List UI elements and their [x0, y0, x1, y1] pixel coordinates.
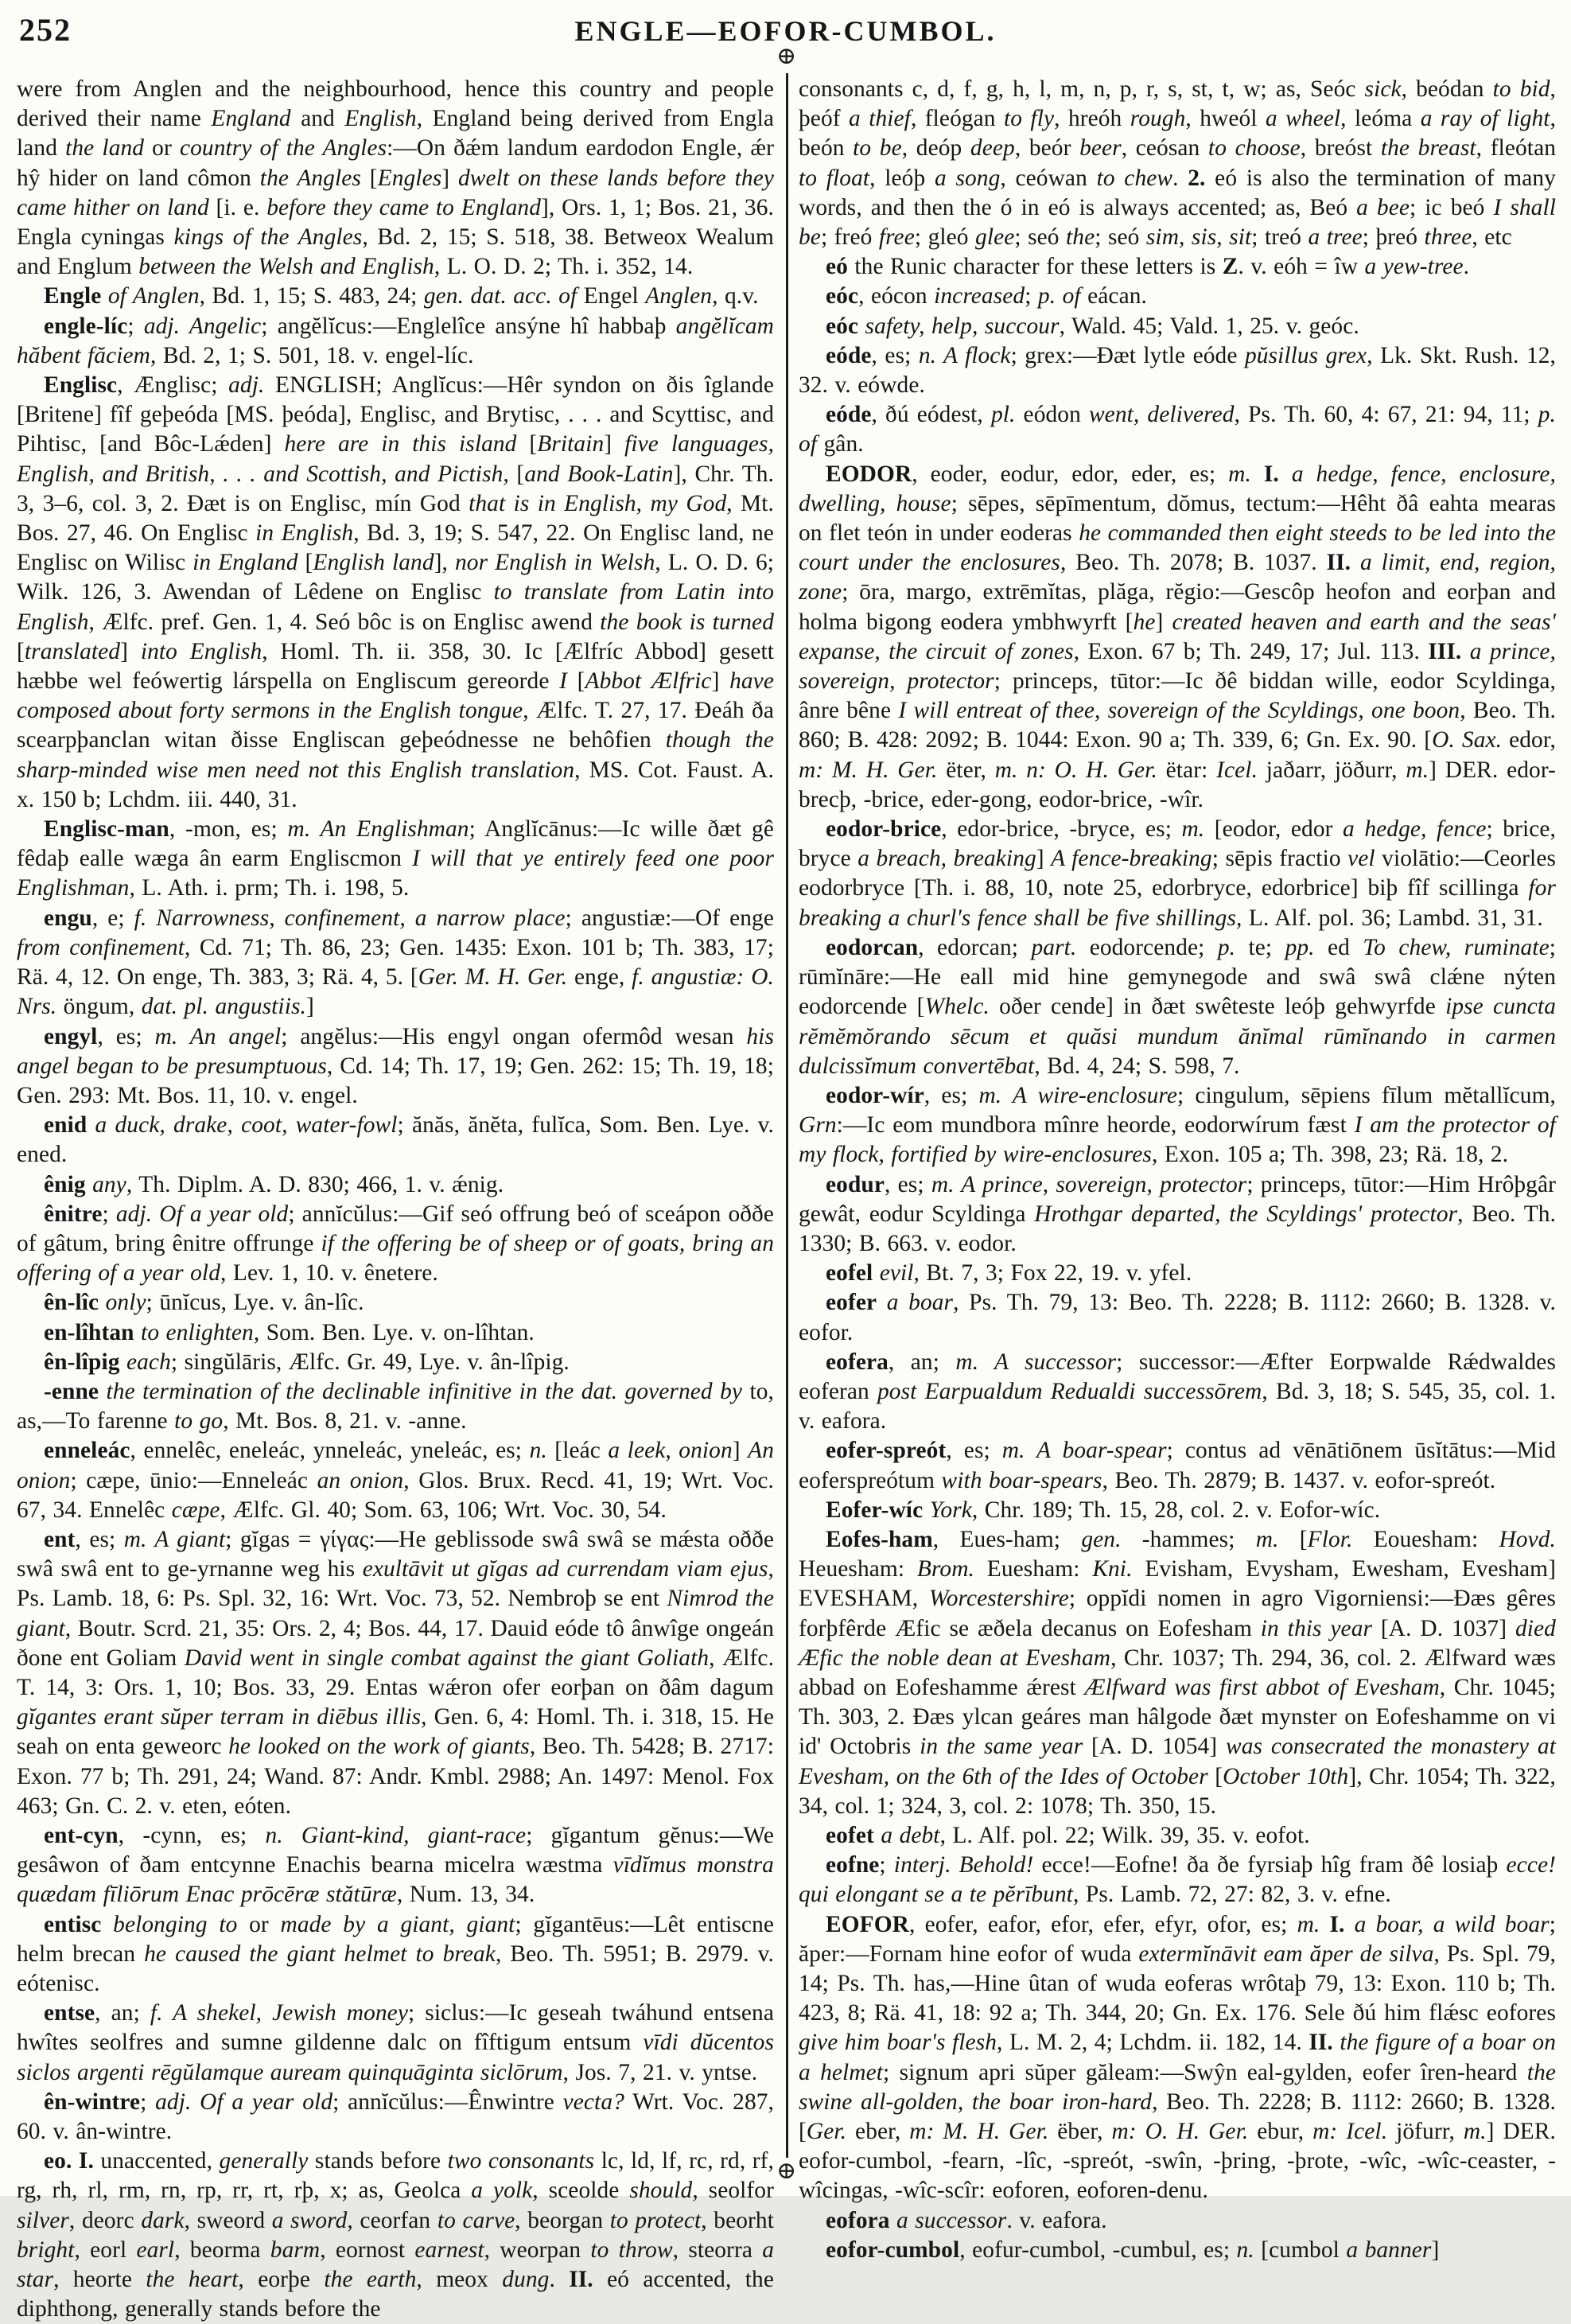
dict-entry: eóde, ðú eódest, pl. eódon went, delivered, Ps. Th. 60, 4: 67, 21: 94, 11; p. of gân. [799, 402, 1556, 457]
dict-entry: eofora a successor. v. eafora. [826, 2207, 1107, 2233]
dict-entry: EOFOR, eofer, eafor, efor, efer, efyr, ofor, es; m. I. a boar, a wild boar; ăper:—Fornam hine eofor of wuda extermĭnāvit eam ăper de silva, Ps. Spl. 79, 14; Ps. Th. has,—Hine ûtan of wuda eoferas wrôtaþ 79, 13: Exon. 110 b; Th. 423, 8; Rä. 41, 18: 92 a; Th. 344, 20; Gn. Ex. 176. Sele ðú him flǽsc eofores give him boar's flesh, L. M. 2, 4; Lchdm. ii. 182, 14. II. the figure of a boar on a helmet; signum apri sŭper găleam:—Swŷn eal-gylden, eofer îren-heard the swine all-golden, the boar iron-hard, Beo. Th. 2228; B. 1112: 2660; B. 1328. [Ger. eber, m: M. H. Ger. ëber, m: O. H. Ger. ebur, m: Icel. jöfurr, m.] DER. eofor-cumbol, -fearn, -lîc, -spreót, -swîn, -þring, -þrote, -wîc, -wîc-ceaster, -wîcingas, -wîc-scîr: eoforen, eoforen-denu. [799, 1911, 1557, 2204]
dict-entry: engyl, es; m. An angel; angĕlus:—His engyl ongan ofermôd wesan his angel began to be presumptuous, Cd. 14; Th. 17, 19; Gen. 262: 15; Th. 19, 18; Gen. 293: Mt. Bos. 11, 10. v. engel. [17, 1023, 774, 1108]
printer-ornament-icon: ⊕ [776, 2158, 797, 2184]
dict-entry: ent-cyn, -cynn, es; n. Giant-kind, giant-race; gĭgantum gĕnus:—We gesâwon of ðam entcynne Enachis bearna micelra wæstma vīdĭmus monstra quædam fīliōrum Enac prōcēræ stătūræ, Num. 13, 34. [17, 1822, 775, 1908]
dict-entry: eodur, es; m. A prince, sovereign, protector; princeps, tūtor:—Him Hrôþgâr gewât, eodur Scyldinga Hrothgar departed, the Scyldings' protector, Beo. Th. 1330; B. 663. v. eodor. [799, 1171, 1557, 1256]
dict-entry: Eofes-ham, Eues-ham; gen. -hammes; m. [Flor. Eouesham: Hovd. Heuesham: Brom. Euesham: Kni. Evisham, Evysham, Ewesham, Evesham] EVESHAM, Worcestershire; oppĭdi nomen in agro Vigorniensi:—Ðæs gêres forþfêrde Æfic se æðela decanus on Eofesham in this year [A. D. 1037] died Æfic the noble dean at Evesham, Chr. 1037; Th. 294, 36, col. 2. Ælfward wæs abbad on Eofeshamme ǽrest Ælfward was first abbot of Evesham, Chr. 1045; Th. 303, 2. Ðæs ylcan geáres man hâlgode ðæt mynster on Eofeshamme on vi id' Octobris in the same year [A. D. 1054] was consecrated the monastery at Evesham, on the 6th of the Ides of October [October 10th], Chr. 1054; Th. 322, 34, col. 1; 324, 3, col. 2: 1078; Th. 350, 15. [799, 1526, 1557, 1819]
dict-entry: eóc safety, help, succour, Wald. 45; Vald. 1, 25. v. geóc. [826, 313, 1359, 339]
dict-entry: were from Anglen and the neighbourhood, hence this country and people derived their name England and English, England being derived from Engla land the land or country of the Angles:—On ðǽm landum eardodon Engle, ǽr hŷ hider on land cômon the Angles [Engles] dwelt on these lands before they came hither on land [i. e. before they came to England], Ors. 1, 1; Bos. 21, 36. Engla cyningas kings of the Angles, Bd. 2, 15; S. 518, 38. Betweox Wealum and Englum between the Welsh and English, L. O. D. 2; Th. i. 352, 14. [17, 76, 775, 280]
dict-entry: EODOR, eoder, eodur, edor, eder, es; m. I. a hedge, fence, enclosure, dwelling, house; sēpes, sēpīmentum, dŏmus, tectum:—Hêht ðâ eahta mearas on flet teón in under eoderas he commanded then eight steeds to be led into the court under the enclosures, Beo. Th. 2078; B. 1037. II. a limit, end, region, zone; ōra, margo, extrēmĭtas, plăga, rĕgio:—Gescôp heofon and eorþan and holma bigong eodera ymbhwyrft [he] created heaven and earth and the seas' expanse, the circuit of zones, Exon. 67 b; Th. 249, 17; Jul. 113. III. a prince, sovereign, protector; princeps, tūtor:—Ic ðê biddan wille, eodor Scyldinga, ânre bêne I will entreat of thee, sovereign of the Scyldings, one boon, Beo. Th. 860; B. 428: 2092; B. 1044: Exon. 90 a; Th. 339, 6; Gn. Ex. 90. [O. Sax. edor, m: M. H. Ger. ëter, m. n: O. H. Ger. ëtar: Icel. jaðarr, jöðurr, m.] DER. edor-brecþ, -brice, eder-gong, eodor-brice, -wîr. [799, 461, 1557, 812]
dict-entry: eofor-cumbol, eofur-cumbol, -cumbul, es; n. [cumbol a banner] [826, 2236, 1440, 2263]
dict-entry: eodorcan, edorcan; part. eodorcende; p. te; pp. ed To chew, ruminate; rūmĭnāre:—He eall mid hine gemynegode and swâ swâ clǽne nýten eodorcende [Whelc. oðer cende] in ðæt swêteste leóþ gehwyrfde ipse cuncta rĕmĕmŏrando sēcum et quăsi mundum ănĭmal rūmĭnando in carmen dulcissĭmum convertēbat, Bd. 4, 24; S. 598, 7. [799, 934, 1556, 1079]
dict-entry: eo. I. unaccented, generally stands before two consonants lc, ld, lf, rc, rd, rf, rg, rh, rl, rm, rn, rp, rr, rt, rþ, x; as, Geolca a yolk, sceolde should, seolfor silver, deorc dark, sweord a sword, ceorfan to carve, beorgan to protect, beorht bright, eorl earl, beorma barm, eornost earnest, weorpan to throw, steorra a star, heorte the heart, eorþe the earth, meox dung. II. eó accented, the diphthong, generally stands before the [17, 2148, 774, 2322]
left-column [17, 75, 774, 2324]
dict-entry: entse, an; f. A shekel, Jewish money; siclus:—Ic geseah twáhund entsena hwîtes seolfres and sumne gildenne dalc on fîftigum entsum vīdi dŭcentos siclos argenti rēgŭlamque auream quinquāginta siclōrum, Jos. 7, 21. v. yntse. [17, 2000, 774, 2085]
right-column [799, 75, 1556, 2265]
dict-entry: ên-lîpig each; singŭlāris, Ælfc. Gr. 49, Lye. v. ân-lîpig. [44, 1349, 570, 1375]
printer-ornament-icon: ⊕ [776, 43, 797, 69]
dict-entry: enneleác, ennelêc, eneleác, ynneleác, yneleác, es; n. [leác a leek, onion] An onion; cæpe, ūnio:—Enneleác an onion, Glos. Brux. Recd. 41, 19; Wrt. Voc. 67, 34. Ennelêc cæpe, Ælfc. Gl. 40; Som. 63, 106; Wrt. Voc. 30, 54. [17, 1438, 775, 1523]
dict-entry: eodor-wír, es; m. A wire-enclosure; cingulum, sēpiens fīlum mĕtallĭcum, Grn:—Ic eom mundbora mînre heorde, eodorwírum fæst I am the protector of my flock, fortified by wire-enclosures, Exon. 105 a; Th. 398, 23; Rä. 18, 2. [799, 1082, 1556, 1168]
dict-entry: ênig any, Th. Diplm. A. D. 830; 466, 1. v. ǽnig. [44, 1171, 504, 1197]
dict-entry: eofel evil, Bt. 7, 3; Fox 22, 19. v. yfel. [826, 1260, 1192, 1287]
dict-entry: eofer-spreót, es; m. A boar-spear; contus ad vēnātiōnem ūsĭtātus:—Mid eoferspreótum with boar-spears, Beo. Th. 2879; B. 1437. v. eofor-spreót. [799, 1438, 1556, 1493]
dict-entry: eó the Runic character for these letters is Z. v. eóh = îw a yew-tree. [826, 254, 1470, 280]
dict-entry: eóde, es; n. A flock; grex:—Ðæt lytle eóde pŭsillus grex, Lk. Skt. Rush. 12, 32. v. eówde. [799, 342, 1556, 399]
dict-entry: engle-líc; adj. Angelic; angĕlĭcus:—Englelîce ansýne hî habbaþ angĕlĭcam hăbent făciem, Bd. 2, 1; S. 501, 18. v. engel-líc. [17, 313, 774, 368]
dict-entry: consonants c, d, f, g, h, l, m, n, p, r, s, st, t, w; as, Seóc sick, beódan to bid, þeóf a thief, fleógan to fly, hreóh rough, hweól a wheel, leóma a ray of light, beón to be, deóp deep, beór beer, ceósan to choose, breóst the breast, fleótan to float, leóþ a song, ceówan to chew. 2. eó is also the termination of many words, and then the ó in eó is always accented; as, Beó a bee; ic beó I shall be; freó free; gleó glee; seó the; seó sim, sis, sit; treó a tree; þreó three, etc [799, 76, 1557, 251]
dict-entry: Englisc, Ænglisc; adj. ENGLISH; Anglĭcus:—Hêr syndon on ðis îglande [Britene] fîf geþeóda [MS. þeóda], Englisc, and Brytisc, . . . and Scyttisc, and Pihtisc, [and Bôc-Lǽden] here are in this island [Britain] five languages, English, and British, . . . and Scottish, and Pictish, [and Book-Latin], Chr. Th. 3, 3–6, col. 3, 2. Ðæt is on Englisc, mín God that is in English, my God, Mt. Bos. 27, 46. On Englisc in English, Bd. 3, 19; S. 547, 22. On Englisc land, ne Englisc on Wilisc in England [English land], nor English in Welsh, L. O. D. 6; Wilk. 126, 3. Awendan of Lêdene on Englisc to translate from Latin into English, Ælfc. pref. Gen. 1, 4. Seó bôc is on Englisc awend the book is turned [translated] into English, Homl. Th. ii. 358, 30. Ic [Ælfríc Abbod] gesett hæbbe wel feówertig lárspella on Engliscum gereorde I [Abbot Ælfric] have composed about forty sermons in the English tongue, Ælfc. T. 27, 17. Ðeáh ða scearpþanclan witan ðisse Engliscan geþeódnesse ne behôfien though the sharp-minded wise men need not this English translation, MS. Cot. Faust. A. x. 150 b; Lchdm. iii. 440, 31. [17, 372, 775, 812]
page-title: ENGLE—EOFOR-CUMBOL. [574, 15, 997, 47]
dict-entry: ênitre; adj. Of a year old; annĭcŭlus:—Gif seó offrung beó of sceápon oððe of gâtum, bring ênitre offrunge if the offering be of sheep or of goats, bring an offering of a year old, Lev. 1, 10. v. ênetere. [17, 1201, 774, 1287]
dict-entry: engu, e; f. Narrowness, confinement, a narrow place; angustiæ:—Of enge from confinement, Cd. 71; Th. 86, 23; Gen. 1435: Exon. 101 b; Th. 383, 17; Rä. 4, 12. On enge, Th. 383, 3; Rä. 4, 5. [Ger. M. H. Ger. enge, f. angustiæ: O. Nrs. öngum, dat. pl. angustiis.] [17, 905, 774, 1020]
dict-entry: ent, es; m. A giant; gĭgas = γίγας:—He geblissode swâ swâ se mǽsta oððe swâ swâ ent to ge-yrnanne weg his exultāvit ut gĭgas ad currendam viam ejus, Ps. Lamb. 18, 6: Ps. Spl. 32, 16: Wrt. Voc. 73, 52. Nembroþ se ent Nimrod the giant, Boutr. Scrd. 21, 35: Ors. 2, 4; Bos. 44, 17. Dauid eóde tô ânwîge ongeán ðone ent Goliam David went in single combat against the giant Goliath, Ælfc. T. 14, 3: Ors. 1, 10; Bos. 33, 29. Entas wǽron ofer eorþan on ðâm dagum gĭgantes erant sŭper terram in diēbus illis, Gen. 6, 4: Homl. Th. i. 318, 15. He seah on enta geweorc he looked on the work of giants, Beo. Th. 5428; B. 2717: Exon. 77 b; Th. 291, 24; Wand. 87: Andr. Kmbl. 2988; An. 1497: Menol. Fox 463; Gn. C. 2. v. eten, eóten. [17, 1526, 775, 1819]
dict-entry: eofer a boar, Ps. Th. 79, 13: Beo. Th. 2228; B. 1112: 2660; B. 1328. v. eofor. [799, 1290, 1556, 1345]
column-divider [786, 73, 788, 2158]
dict-entry: Englisc-man, -mon, es; m. An Englishman; Anglĭcānus:—Ic wille ðæt gê fêdaþ ealle wæga ân earm Engliscmon I will that ye entirely feed one poor Englishman, L. Ath. i. prm; Th. i. 198, 5. [17, 816, 774, 901]
dict-entry: eofne; interj. Behold! ecce!—Eofne! ða ðe fyrsiaþ hîg fram ðê losiaþ ecce! qui elongant se a te pĕrībunt, Ps. Lamb. 72, 27: 82, 3. v. efne. [799, 1852, 1556, 1908]
dict-entry: eofet a debt, L. Alf. pol. 22; Wilk. 39, 35. v. eofot. [826, 1822, 1310, 1848]
dict-entry: ên-wintre; adj. Of a year old; annĭcŭlus:—Ênwintre vecta? Wrt. Voc. 287, 60. v. ân-wintre. [17, 2088, 774, 2145]
dict-entry: eofera, an; m. A successor; successor:—Æfter Eorpwalde Rǽdwaldes eoferan post Earpualdum Redualdi successōrem, Bd. 3, 18; S. 545, 35, col. 1. v. eafora. [799, 1349, 1557, 1434]
dict-entry: entisc belonging to or made by a giant, giant; gĭgantēus:—Lêt entiscne helm brecan he caused the giant helmet to break, Beo. Th. 5951; B. 2979. v. eótenisc. [17, 1911, 775, 1996]
dict-entry: Engle of Anglen, Bd. 1, 15; S. 483, 24; gen. dat. acc. of Engel Anglen, q.v. [44, 283, 759, 309]
dict-entry: eóc, eócon increased; p. of eácan. [826, 283, 1147, 309]
dict-entry: -enne the termination of the declinable infinitive in the dat. governed by to, as,—To farenne to go, Mt. Bos. 8, 21. v. -anne. [17, 1378, 774, 1434]
page-number: 252 [19, 12, 72, 48]
dict-entry: eodor-brice, edor-brice, -bryce, es; m. [eodor, edor a hedge, fence; brice, bryce a breach, breaking] A fence-breaking; sēpis fractio vel violātio:—Ceorles eodorbryce [Th. i. 88, 10, note 25, edorbryce, edorbrice] biþ fîf scillinga for breaking a churl's fence shall be five shillings, L. Alf. pol. 36; Lambd. 31, 31. [799, 816, 1556, 931]
dict-entry: en-lîhtan to enlighten, Som. Ben. Lye. v. on-lîhtan. [44, 1319, 535, 1345]
dict-entry: enid a duck, drake, coot, water-fowl; ănăs, ănĕta, fulĭca, Som. Ben. Lye. v. ened. [17, 1112, 774, 1168]
dict-entry: ên-lîc only; ūnĭcus, Lye. v. ân-lîc. [44, 1290, 364, 1316]
dict-entry: Eofer-wíc York, Chr. 189; Th. 15, 28, col. 2. v. Eofor-wíc. [826, 1497, 1381, 1523]
